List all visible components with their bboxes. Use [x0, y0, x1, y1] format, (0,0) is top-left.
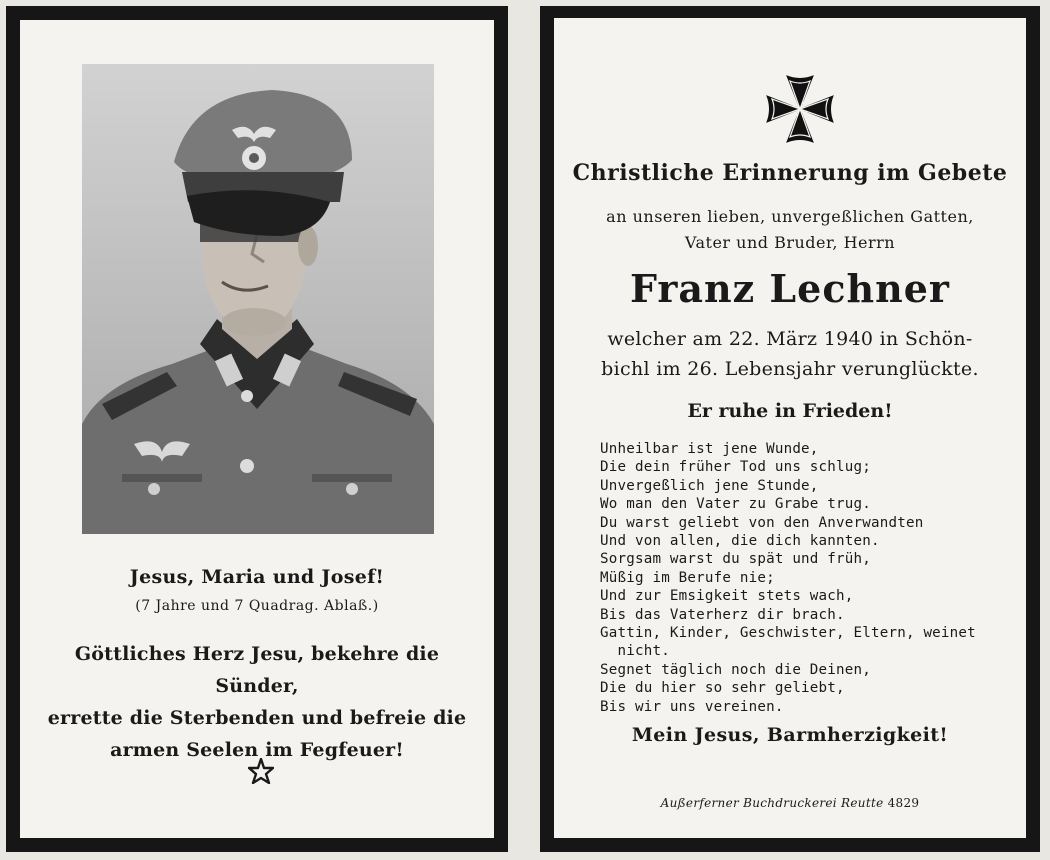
- soldier-portrait: [82, 64, 434, 534]
- right-card: [554, 18, 1026, 838]
- poem-line: Und von allen, die dich kannten.: [600, 533, 880, 550]
- poem-line: nicht.: [600, 643, 670, 660]
- poem-line: Und zur Emsigkeit stets wach,: [600, 588, 854, 605]
- cross-year: 1939: [811, 130, 829, 138]
- death-notice: [554, 324, 1026, 384]
- memorial-poem: [600, 440, 1010, 716]
- prayer-text: [20, 638, 494, 766]
- dedication-line: an unseren lieben, unvergeßlichen Gatten,: [606, 207, 974, 226]
- poem-line: Sorgsam warst du spät und früh,: [600, 551, 871, 568]
- memorial-title: Christliche Erinnerung im Gebete: [572, 160, 1008, 186]
- rest-in-peace: Er ruhe in Frieden!: [687, 400, 893, 422]
- printer-imprint: [554, 796, 1026, 810]
- poem-line: Bis wir uns vereinen.: [600, 698, 784, 715]
- left-memorial-panel: [6, 6, 508, 852]
- portrait-illustration: [82, 64, 434, 534]
- invocation-heading: Jesus, Maria und Josef!: [129, 566, 385, 588]
- print-number: 4829: [887, 796, 920, 810]
- death-line: welcher am 22. März 1940 in Schön-: [607, 328, 973, 350]
- prayer-line: errette die Sterbenden und befreie die: [47, 707, 467, 729]
- poem-line: Unvergeßlich jene Stunde,: [600, 477, 819, 494]
- death-line: bichl im 26. Lebensjahr verunglückte.: [601, 358, 979, 380]
- printer-name: Außerferner Buchdruckerei Reutte: [660, 796, 884, 810]
- iron-cross-icon: [765, 74, 835, 144]
- poem-line: Bis das Vaterherz dir brach.: [600, 606, 845, 623]
- poem-line: Gattin, Kinder, Geschwister, Eltern, weinet: [600, 625, 976, 642]
- poem-line: Segnet täglich noch die Deinen,: [600, 661, 871, 678]
- right-memorial-panel: [540, 6, 1040, 852]
- dedication-line: Vater und Bruder, Herrn: [684, 233, 896, 252]
- dedication-text: [554, 204, 1026, 256]
- indulgence-note: (7 Jahre und 7 Quadrag. Ablaß.): [135, 598, 379, 614]
- poem-line: Wo man den Vater zu Grabe trug.: [600, 496, 871, 513]
- prayer-line: armen Seelen im Fegfeuer!: [110, 739, 404, 761]
- poem-line: Müßig im Berufe nie;: [600, 569, 775, 586]
- poem-line: Die dein früher Tod uns schlug;: [600, 459, 871, 476]
- poem-line: Unheilbar ist jene Wunde,: [600, 441, 819, 457]
- deceased-name: Franz Lechner: [630, 266, 950, 311]
- closing-prayer: Mein Jesus, Barmherzigkeit!: [631, 724, 949, 746]
- poem-line: Die du hier so sehr geliebt,: [600, 680, 845, 697]
- poem-line: Du warst geliebt von den Anverwandten: [600, 514, 924, 531]
- left-card: [20, 20, 494, 838]
- star-icon: [248, 758, 274, 784]
- prayer-line: Göttliches Herz Jesu, bekehre die Sünder,: [74, 643, 440, 697]
